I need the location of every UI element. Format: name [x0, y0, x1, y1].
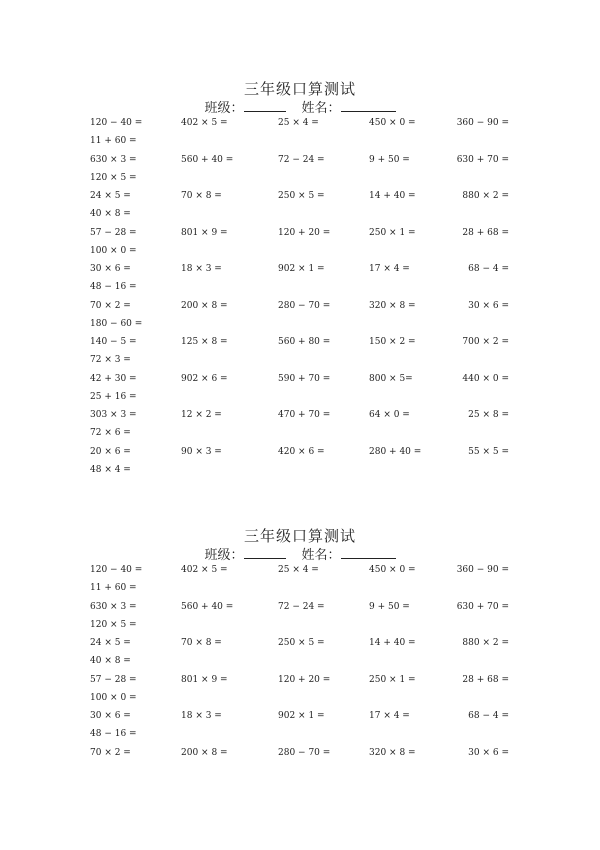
arithmetic-problem: 120 × 5 =: [90, 172, 137, 183]
arithmetic-problem: 64 × 0 =: [369, 410, 410, 420]
arithmetic-problem: 28 + 68 =: [462, 227, 509, 238]
arithmetic-problem: 72 × 3 =: [90, 355, 131, 365]
arithmetic-problem: 55 × 5 =: [468, 446, 509, 457]
arithmetic-problem: 25 + 16 =: [90, 391, 137, 402]
arithmetic-problem: 180 − 60 =: [90, 318, 143, 329]
problem-row: [0, 374, 600, 392]
arithmetic-problem: 470 + 70 =: [278, 410, 331, 420]
arithmetic-problem: 590 + 70 =: [278, 373, 331, 384]
problem-row: [0, 447, 600, 465]
arithmetic-problem: 560 + 80 =: [278, 337, 331, 347]
arithmetic-problem: 100 × 0 =: [90, 692, 137, 703]
arithmetic-problem: 48 × 4 =: [90, 464, 131, 475]
arithmetic-problem: 402 × 5 =: [181, 565, 228, 575]
arithmetic-problem: 11 + 60 =: [90, 583, 137, 593]
name-label: 姓名：: [301, 101, 341, 116]
arithmetic-problem: 14 + 40 =: [369, 191, 416, 201]
arithmetic-problem: 630 + 70 =: [456, 601, 509, 612]
arithmetic-problem: 440 × 0 =: [462, 373, 509, 384]
arithmetic-problem: 28 + 68 =: [462, 674, 509, 685]
arithmetic-problem: 48 − 16 =: [90, 282, 137, 292]
arithmetic-problem: 14 + 40 =: [369, 638, 416, 648]
arithmetic-problem: 120 + 20 =: [278, 227, 331, 238]
student-info-line: [0, 544, 600, 563]
arithmetic-problem: 30 × 6 =: [90, 264, 131, 274]
arithmetic-problem: 902 × 1 =: [278, 264, 325, 274]
arithmetic-problem: 902 × 1 =: [278, 711, 325, 721]
arithmetic-problem: 360 − 90 =: [456, 565, 509, 575]
arithmetic-problem: 30 × 6 =: [468, 300, 509, 311]
arithmetic-problem: 68 − 4 =: [468, 264, 509, 274]
class-blank[interactable]: [244, 99, 286, 112]
problem-row-extra: [0, 355, 600, 373]
arithmetic-problem: 140 − 5 =: [90, 337, 137, 347]
arithmetic-problem: 801 × 9 =: [181, 227, 228, 238]
problem-row-extra: [0, 729, 600, 747]
arithmetic-problem: 800 × 5=: [369, 373, 413, 384]
worksheet-title: 三年级口算测试: [243, 80, 356, 98]
arithmetic-problem: 42 + 30 =: [90, 373, 137, 384]
arithmetic-problem: 30 × 6 =: [90, 711, 131, 721]
problem-row-extra: [0, 246, 600, 264]
arithmetic-problem: 630 × 3 =: [90, 601, 137, 612]
arithmetic-problem: 200 × 8 =: [181, 300, 228, 311]
arithmetic-problem: 420 × 6 =: [278, 446, 325, 457]
arithmetic-problem: 11 + 60 =: [90, 136, 137, 146]
problem-row: [0, 228, 600, 246]
arithmetic-problem: 70 × 2 =: [90, 747, 131, 758]
arithmetic-problem: 320 × 8 =: [369, 747, 416, 758]
problem-row-extra: [0, 693, 600, 711]
arithmetic-problem: 20 × 6 =: [90, 446, 131, 457]
arithmetic-problem: 700 × 2 =: [462, 337, 509, 347]
arithmetic-problem: 9 + 50 =: [369, 601, 410, 612]
problem-row-extra: [0, 583, 600, 601]
arithmetic-problem: 120 − 40 =: [90, 565, 143, 575]
arithmetic-problem: 90 × 3 =: [181, 446, 222, 457]
problem-row-extra: [0, 209, 600, 227]
arithmetic-problem: 72 × 6 =: [90, 428, 131, 438]
arithmetic-problem: 72 − 24 =: [278, 601, 325, 612]
arithmetic-problem: 120 + 20 =: [278, 674, 331, 685]
name-label: 姓名：: [301, 548, 341, 563]
arithmetic-problem: 57 − 28 =: [90, 674, 137, 685]
arithmetic-problem: 200 × 8 =: [181, 747, 228, 758]
problem-row: [0, 337, 600, 355]
arithmetic-problem: 320 × 8 =: [369, 300, 416, 311]
arithmetic-problem: 70 × 8 =: [181, 638, 222, 648]
worksheet-title: 三年级口算测试: [243, 527, 356, 545]
arithmetic-problem: 57 − 28 =: [90, 227, 137, 238]
class-blank[interactable]: [244, 546, 286, 559]
arithmetic-problem: 801 × 9 =: [181, 674, 228, 685]
problem-row-extra: [0, 465, 600, 483]
arithmetic-problem: 360 − 90 =: [456, 118, 509, 128]
problem-row-extra: [0, 656, 600, 674]
arithmetic-problem: 70 × 8 =: [181, 191, 222, 201]
arithmetic-problem: 880 × 2 =: [462, 191, 509, 201]
arithmetic-problem: 17 × 4 =: [369, 264, 410, 274]
arithmetic-problem: 40 × 8 =: [90, 209, 131, 219]
problem-row-extra: [0, 620, 600, 638]
arithmetic-problem: 24 × 5 =: [90, 191, 131, 201]
arithmetic-problem: 72 − 24 =: [278, 154, 325, 165]
arithmetic-problem: 250 × 5 =: [278, 191, 325, 201]
arithmetic-problem: 25 × 4 =: [278, 118, 319, 128]
problem-row: [0, 264, 600, 282]
arithmetic-problem: 630 × 3 =: [90, 154, 137, 165]
student-info-line: [0, 97, 600, 116]
problem-row-extra: [0, 282, 600, 300]
problem-row: [0, 565, 600, 583]
problem-row: [0, 301, 600, 319]
arithmetic-problem: 48 − 16 =: [90, 729, 137, 739]
class-label: 班级：: [204, 548, 244, 563]
arithmetic-problem: 450 × 0 =: [369, 565, 416, 575]
arithmetic-problem: 250 × 5 =: [278, 638, 325, 648]
problem-row: [0, 155, 600, 173]
arithmetic-problem: 68 − 4 =: [468, 711, 509, 721]
problem-row-extra: [0, 428, 600, 446]
arithmetic-problem: 30 × 6 =: [468, 747, 509, 758]
problem-row-extra: [0, 173, 600, 191]
arithmetic-problem: 120 − 40 =: [90, 118, 143, 128]
arithmetic-problem: 450 × 0 =: [369, 118, 416, 128]
arithmetic-problem: 25 × 8 =: [468, 410, 509, 420]
arithmetic-problem: 150 × 2 =: [369, 337, 416, 347]
problem-row: [0, 675, 600, 693]
name-blank[interactable]: [341, 99, 396, 112]
problem-row-extra: [0, 319, 600, 337]
arithmetic-problem: 630 + 70 =: [456, 154, 509, 165]
arithmetic-problem: 100 × 0 =: [90, 245, 137, 256]
arithmetic-problem: 120 × 5 =: [90, 619, 137, 630]
arithmetic-problem: 250 × 1 =: [369, 674, 416, 685]
arithmetic-problem: 9 + 50 =: [369, 154, 410, 165]
arithmetic-problem: 280 − 70 =: [278, 300, 331, 311]
arithmetic-problem: 18 × 3 =: [181, 711, 222, 721]
name-blank[interactable]: [341, 546, 396, 559]
problem-row: [0, 118, 600, 136]
arithmetic-problem: 880 × 2 =: [462, 638, 509, 648]
arithmetic-problem: 560 + 40 =: [181, 154, 234, 165]
problem-row-extra: [0, 392, 600, 410]
arithmetic-problem: 24 × 5 =: [90, 638, 131, 648]
arithmetic-problem: 560 + 40 =: [181, 601, 234, 612]
problem-row: [0, 638, 600, 656]
arithmetic-problem: 18 × 3 =: [181, 264, 222, 274]
problem-row: [0, 410, 600, 428]
arithmetic-problem: 40 × 8 =: [90, 656, 131, 666]
problem-row: [0, 602, 600, 620]
arithmetic-problem: 902 × 6 =: [181, 373, 228, 384]
problem-row: [0, 191, 600, 209]
arithmetic-problem: 402 × 5 =: [181, 118, 228, 128]
problem-row-extra: [0, 136, 600, 154]
class-label: 班级：: [204, 101, 244, 116]
problem-row: [0, 748, 600, 766]
arithmetic-problem: 17 × 4 =: [369, 711, 410, 721]
arithmetic-problem: 12 × 2 =: [181, 410, 222, 420]
arithmetic-problem: 125 × 8 =: [181, 337, 228, 347]
arithmetic-problem: 280 − 70 =: [278, 747, 331, 758]
arithmetic-problem: 280 + 40 =: [369, 446, 422, 457]
arithmetic-problem: 25 × 4 =: [278, 565, 319, 575]
arithmetic-problem: 70 × 2 =: [90, 300, 131, 311]
arithmetic-problem: 250 × 1 =: [369, 227, 416, 238]
problem-row: [0, 711, 600, 729]
arithmetic-problem: 303 × 3 =: [90, 410, 137, 420]
